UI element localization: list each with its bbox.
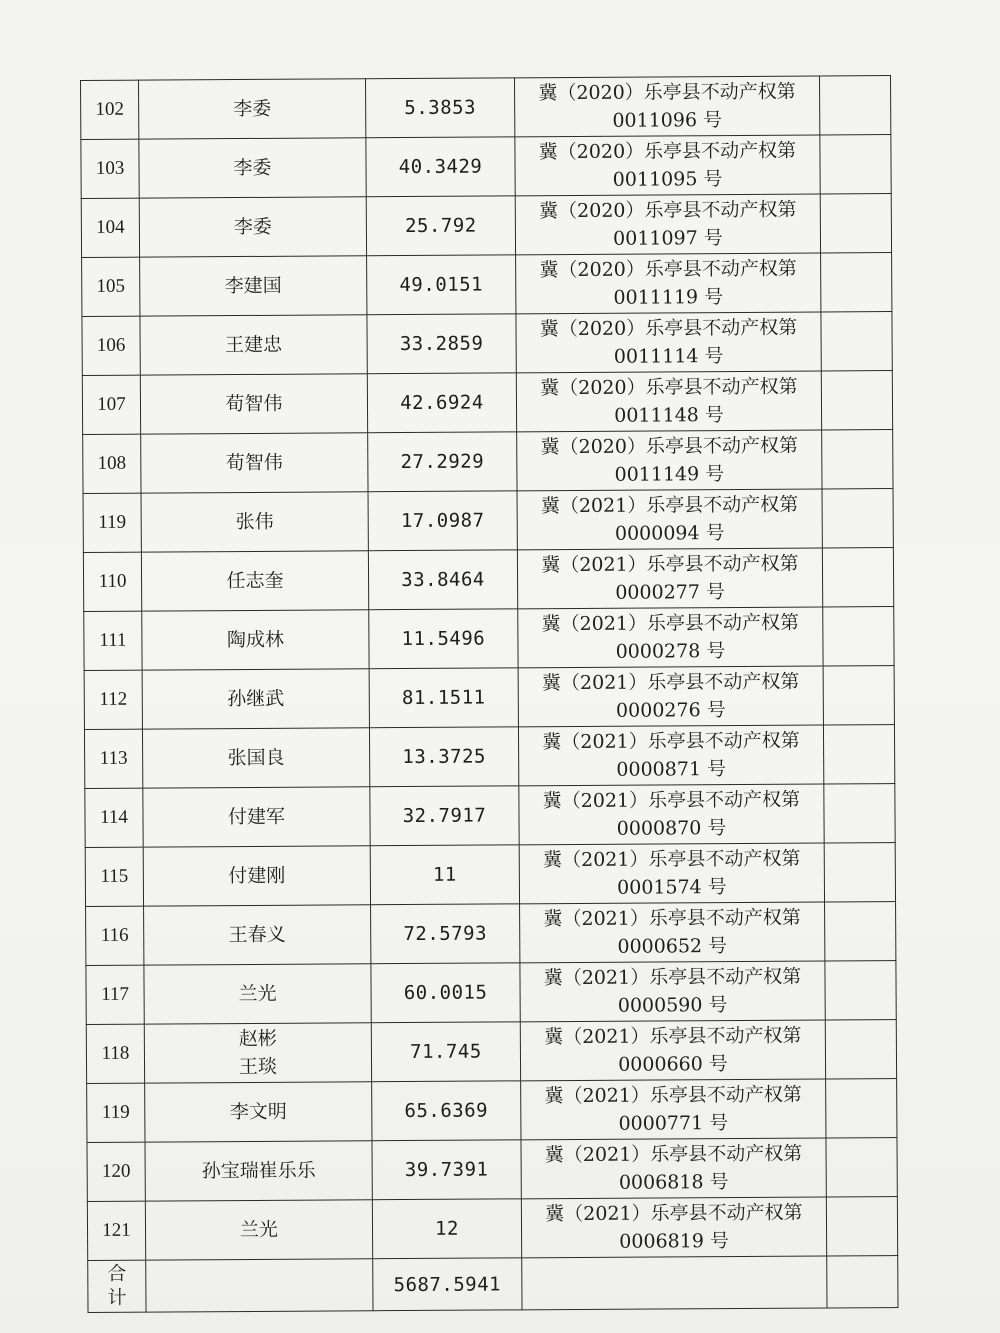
owner-name-cell (142, 610, 369, 670)
certificate-number-cell (515, 194, 820, 255)
owner-name: 荀智伟 (225, 392, 283, 416)
row-number-cell: 112 (84, 670, 142, 729)
remarks-cell (820, 135, 891, 194)
certificate-line-1: 冀（2021）乐亭县不动产权第 (543, 847, 801, 872)
certificate-line-1: 冀（2020）乐亭县不动产权第 (539, 198, 797, 223)
certificate-number-cell (516, 371, 821, 432)
owner-name: 王春义 (228, 923, 286, 947)
row-number-cell: 108 (83, 434, 141, 493)
certificate-number-cell (517, 489, 822, 550)
table-row (86, 1020, 896, 1084)
certificate-line-1: 冀（2021）乐亭县不动产权第 (543, 906, 801, 931)
row-number-cell: 106 (82, 316, 140, 375)
table-row (87, 1079, 897, 1143)
certificate-line-1: 冀（2021）乐亭县不动产权第 (545, 1201, 803, 1226)
owner-name-cell (139, 197, 366, 257)
owner-name: 任志奎 (226, 569, 284, 593)
area-cell: 33.2859 (367, 314, 516, 374)
remarks-cell (826, 1079, 897, 1138)
owner-name-cell (141, 433, 368, 493)
certificate-line-2: 0000278 号 (615, 640, 726, 663)
owner-name: 李委 (233, 215, 272, 239)
area-cell: 60.0015 (371, 963, 520, 1023)
certificate-line-1: 冀（2021）乐亭县不动产权第 (541, 552, 799, 577)
remarks-cell (819, 76, 890, 135)
remarks-cell (820, 194, 891, 253)
table-row (81, 135, 891, 199)
remarks-cell (825, 1020, 896, 1079)
certificate-line-1: 冀（2021）乐亭县不动产权第 (544, 1024, 802, 1049)
remarks-cell (821, 253, 892, 312)
table-row (83, 548, 893, 612)
owner-name-cell (145, 1200, 372, 1260)
row-number-cell: 119 (87, 1083, 145, 1142)
remarks-cell (826, 1138, 897, 1197)
area-cell: 72.5793 (371, 904, 520, 964)
certificate-line-2: 0000871 号 (616, 758, 727, 781)
area-cell: 17.0987 (368, 491, 517, 551)
total-empty-cell (146, 1259, 373, 1312)
owner-name: 赵彬 (238, 1027, 277, 1051)
certificate-line-1: 冀（2020）乐亭县不动产权第 (540, 375, 798, 400)
certificate-number-cell (515, 135, 820, 196)
owner-name-cell (139, 79, 366, 139)
remarks-cell (823, 607, 894, 666)
certificate-line-1: 冀（2021）乐亭县不动产权第 (542, 788, 801, 813)
row-number-cell: 103 (81, 139, 139, 198)
row-number-cell: 111 (84, 611, 142, 670)
total-label-line-2: 计 (107, 1287, 127, 1309)
table-row (82, 371, 892, 435)
row-number-cell: 119 (83, 493, 141, 552)
certificate-number-cell (520, 1020, 825, 1081)
certificate-line-2: 0000277 号 (615, 581, 726, 604)
table-row (86, 902, 896, 966)
certificate-line-2: 0000771 号 (618, 1112, 729, 1135)
row-number-cell: 115 (85, 847, 143, 906)
row-number-cell: 117 (86, 965, 144, 1024)
owner-name-cell (140, 315, 367, 375)
owner-name: 付建刚 (228, 864, 286, 888)
certificate-line-2: 0011095 号 (612, 168, 723, 191)
row-number-cell: 116 (86, 906, 144, 965)
certificate-line-2: 0011097 号 (613, 227, 723, 250)
owner-name-cell (142, 728, 369, 788)
certificate-line-2: 0006819 号 (619, 1230, 729, 1253)
certificate-line-1: 冀（2020）乐亭县不动产权第 (538, 139, 797, 164)
remarks-cell (824, 784, 895, 843)
owner-name-cell (143, 846, 370, 906)
table-row (87, 1197, 897, 1261)
owner-name-cell (142, 669, 369, 729)
owner-name: 兰光 (238, 982, 277, 1006)
row-number-cell: 102 (81, 80, 139, 139)
certificate-number-cell (521, 1079, 826, 1140)
owner-name: 张伟 (235, 510, 274, 534)
certificate-number-cell (516, 253, 821, 314)
certificate-line-2: 0011149 号 (614, 463, 725, 486)
certificate-number-cell (519, 784, 824, 845)
table-row (81, 194, 891, 258)
table-row (82, 312, 892, 376)
owner-name-cell (144, 1023, 371, 1083)
remarks-cell (822, 430, 893, 489)
certificate-line-2: 0000094 号 (614, 522, 725, 545)
owner-name-cell (139, 138, 366, 198)
table-row (85, 784, 895, 848)
owner-name: 李委 (233, 156, 272, 180)
area-cell: 11 (370, 845, 519, 905)
certificate-number-cell (517, 548, 822, 609)
remarks-cell (821, 371, 892, 430)
table-row (84, 725, 894, 789)
certificate-line-2: 0006818 号 (618, 1171, 729, 1194)
remarks-cell (822, 489, 893, 548)
certificate-line-2: 0000652 号 (617, 935, 728, 958)
certificate-line-2: 0000660 号 (618, 1053, 728, 1076)
certificate-line-2: 0000276 号 (615, 699, 726, 722)
row-number-cell: 118 (86, 1024, 144, 1083)
total-label-line-1: 合 (107, 1263, 127, 1285)
certificate-line-1: 冀（2021）乐亭县不动产权第 (541, 670, 800, 695)
area-cell: 81.1511 (369, 668, 518, 728)
owner-name-cell (144, 964, 371, 1024)
total-label-cell (88, 1260, 146, 1312)
area-cell: 49.0151 (367, 255, 516, 315)
certificate-line-2: 0011119 号 (613, 286, 724, 309)
certificate-number-cell (521, 1197, 826, 1258)
certificate-number-cell (518, 666, 823, 727)
property-rights-table (80, 75, 899, 1313)
certificate-number-cell (514, 76, 819, 137)
owner-name: 陶成林 (226, 628, 284, 652)
area-cell: 25.792 (366, 196, 515, 256)
certificate-line-1: 冀（2020）乐亭县不动产权第 (539, 257, 797, 282)
owner-name-cell (144, 905, 371, 965)
certificate-line-1: 冀（2020）乐亭县不动产权第 (539, 316, 798, 341)
owner-name-cell (141, 492, 368, 552)
table-row (84, 607, 894, 671)
certificate-line-1: 冀（2021）乐亭县不动产权第 (540, 493, 799, 518)
table-row (83, 430, 893, 494)
area-cell: 71.745 (371, 1022, 520, 1082)
owner-name-cell (140, 374, 367, 434)
owner-name-cell (145, 1082, 372, 1142)
row-number-cell: 110 (83, 552, 141, 611)
certificate-line-1: 冀（2020）乐亭县不动产权第 (540, 434, 798, 459)
table-body (81, 76, 899, 1313)
owner-name: 王琰 (238, 1055, 278, 1079)
certificate-number-cell (520, 961, 825, 1022)
certificate-line-2: 0000590 号 (617, 994, 728, 1017)
certificate-number-cell (521, 1138, 826, 1199)
row-number-cell: 114 (85, 788, 143, 847)
area-cell: 12 (372, 1199, 521, 1259)
owner-name: 兰光 (239, 1218, 279, 1242)
total-empty-cell (827, 1256, 898, 1308)
owner-name: 李委 (233, 97, 272, 121)
owner-name: 付建军 (227, 805, 286, 829)
area-cell: 5.3853 (365, 78, 514, 138)
owner-name: 李建国 (224, 274, 282, 298)
area-cell: 40.3429 (366, 137, 515, 197)
owner-name: 王建忠 (225, 333, 283, 357)
area-cell: 32.7917 (370, 786, 519, 846)
certificate-number-cell (519, 843, 824, 904)
certificate-number-cell (517, 430, 822, 491)
remarks-cell (825, 902, 896, 961)
certificate-number-cell (516, 312, 821, 373)
table-row (86, 961, 896, 1025)
row-number-cell: 104 (81, 198, 139, 257)
total-area-cell: 5687.5941 (373, 1258, 522, 1311)
total-empty-cell (522, 1256, 827, 1310)
certificate-line-2: 0011114 号 (613, 345, 724, 368)
row-number-cell: 113 (84, 729, 142, 788)
area-cell: 65.6369 (372, 1081, 521, 1141)
area-cell: 13.3725 (369, 727, 518, 787)
remarks-cell (823, 666, 894, 725)
owner-name: 荀智伟 (225, 451, 283, 475)
table-row (85, 843, 895, 907)
owner-name: 张国良 (227, 746, 285, 770)
certificate-number-cell (518, 725, 823, 786)
row-number-cell: 105 (82, 257, 140, 316)
certificate-line-1: 冀（2021）乐亭县不动产权第 (543, 965, 802, 990)
owner-name-cell (145, 1141, 372, 1201)
certificate-number-cell (520, 902, 825, 963)
area-cell: 11.5496 (369, 609, 518, 669)
owner-name-cell (140, 256, 367, 316)
certificate-line-1: 冀（2021）乐亭县不动产权第 (544, 1083, 802, 1108)
area-cell: 42.6924 (367, 373, 516, 433)
row-number-cell: 107 (82, 375, 140, 434)
certificate-line-1: 冀（2020）乐亭县不动产权第 (538, 80, 796, 105)
remarks-cell (826, 1197, 897, 1256)
remarks-cell (823, 725, 894, 784)
certificate-line-2: 0011096 号 (612, 109, 723, 132)
owner-name-cell (143, 787, 370, 847)
certificate-line-1: 冀（2021）乐亭县不动产权第 (542, 729, 800, 754)
table-row (84, 666, 894, 730)
certificate-line-1: 冀（2021）乐亭县不动产权第 (544, 1142, 803, 1167)
total-row (88, 1256, 898, 1313)
certificate-line-2: 0011148 号 (614, 404, 724, 427)
table-row (82, 253, 892, 317)
area-cell: 33.8464 (368, 550, 517, 610)
certificate-number-cell (518, 607, 823, 668)
table-row (83, 489, 893, 553)
certificate-line-2: 0001574 号 (617, 876, 727, 899)
owner-name-cell (141, 551, 368, 611)
owner-name: 李文明 (229, 1100, 287, 1124)
certificate-line-2: 0000870 号 (616, 817, 727, 840)
owner-name: 孙继武 (227, 687, 285, 711)
remarks-cell (824, 843, 895, 902)
remarks-cell (822, 548, 893, 607)
remarks-cell (821, 312, 892, 371)
table-row (87, 1138, 897, 1202)
owner-name: 孙宝瑞崔乐乐 (201, 1159, 316, 1183)
row-number-cell: 121 (87, 1201, 145, 1260)
row-number-cell: 120 (87, 1142, 145, 1201)
table-row (81, 76, 891, 140)
remarks-cell (825, 961, 896, 1020)
area-cell: 27.2929 (368, 432, 517, 492)
certificate-line-1: 冀（2021）乐亭县不动产权第 (541, 611, 800, 636)
area-cell: 39.7391 (372, 1140, 521, 1200)
